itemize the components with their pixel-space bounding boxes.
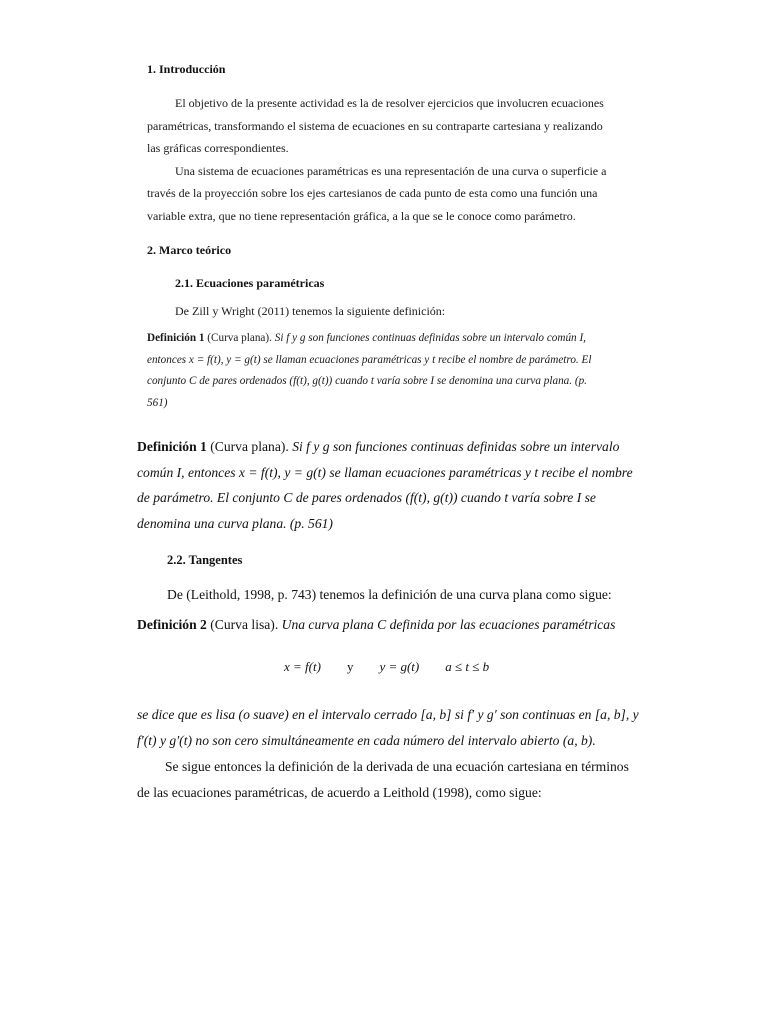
definition-1-small-name: (Curva plana). [207,332,272,344]
equation-range: a ≤ t ≤ b [445,659,490,674]
definition-2-name: (Curva lisa). [210,617,279,632]
intro-paragraph-1: El objetivo de la presente actividad es la de resolver ejercicios que involucren ecuaciones paramétricas, transformando el sistema de ecuaciones en su contraparte cartesiana y realizando las gráficas correspondientes. [147,96,604,155]
equation-and: y [346,659,354,674]
definition-2-label: Definición 2 [137,617,207,632]
definition-1-small-text: Si f y g son funciones continuas definidas sobre un intervalo común I, entonces x = f(t), y = g(t) se llaman ecuaciones paramétricas y t recibe el nombre de parámetro. El conjunto C de pares ordenados (f(t), g(t)) cuando t varía sobre I se denomina una curva plana. (p. 561) [147,332,592,409]
intro-paragraph-2: Una sistema de ecuaciones paramétricas es una representación de una curva o superficie a través de la proyección sobre los ejes cartesianos de cada punto de esta como una función una variable extra, que no tiene representación gráfica, a la que se le conoce como parámetro. [147,163,607,223]
equation-x: x = f(t) [284,659,321,674]
definition-2 [137,612,639,638]
ecuaciones-intro: De Zill y Wright (2011) tenemos la siguiente definición: [175,304,446,318]
definition-2-equation [284,659,489,675]
definition-1 [137,434,639,536]
definition-1-name: (Curva plana). [210,439,289,454]
tangentes-intro: De (Leithold, 1998, p. 743) tenemos la definición de una curva plana como sigue: [167,587,612,602]
definition-1-small-label: Definición 1 [147,332,205,344]
intro-paragraphs [147,92,607,227]
section-heading-introduccion: 1. Introducción [147,62,226,76]
definition-1-label: Definición 1 [137,439,207,454]
equation-y: y = g(t) [379,659,420,674]
closing-paragraph: Se sigue entonces la definición de la derivada de una ecuación cartesiana en términos de las ecuaciones paramétricas, de acuerdo a Leithold (1998), como sigue: [137,759,629,800]
definition-1-small [147,328,607,414]
subsection-heading-tangentes: 2.2. Tangentes [167,553,243,567]
definition-2-text: Una curva plana C definida por las ecuaciones paramétricas [281,617,616,632]
definition-2-continuation: se dice que es lisa (o suave) en el intervalo cerrado [a, b] si f′ y g′ son continuas en [a, b], y f′(t) y g′(t) no son cero simultáneamente en cada número del intervalo abierto (a, b). [137,707,639,748]
subsection-heading-ecuaciones: 2.1. Ecuaciones paramétricas [175,276,325,290]
definition-1-text: Si f y g son funciones continuas definidas sobre un intervalo común I, entonces x = f(t), y = g(t) se llaman ecuaciones paramétricas y t recibe el nombre de parámetro. El conjunto C de pares ordenados (f(t), g(t)) cuando t varía sobre I se denomina una curva plana. (p. 561) [137,439,633,531]
section-heading-marco-teorico: 2. Marco teórico [147,243,232,257]
